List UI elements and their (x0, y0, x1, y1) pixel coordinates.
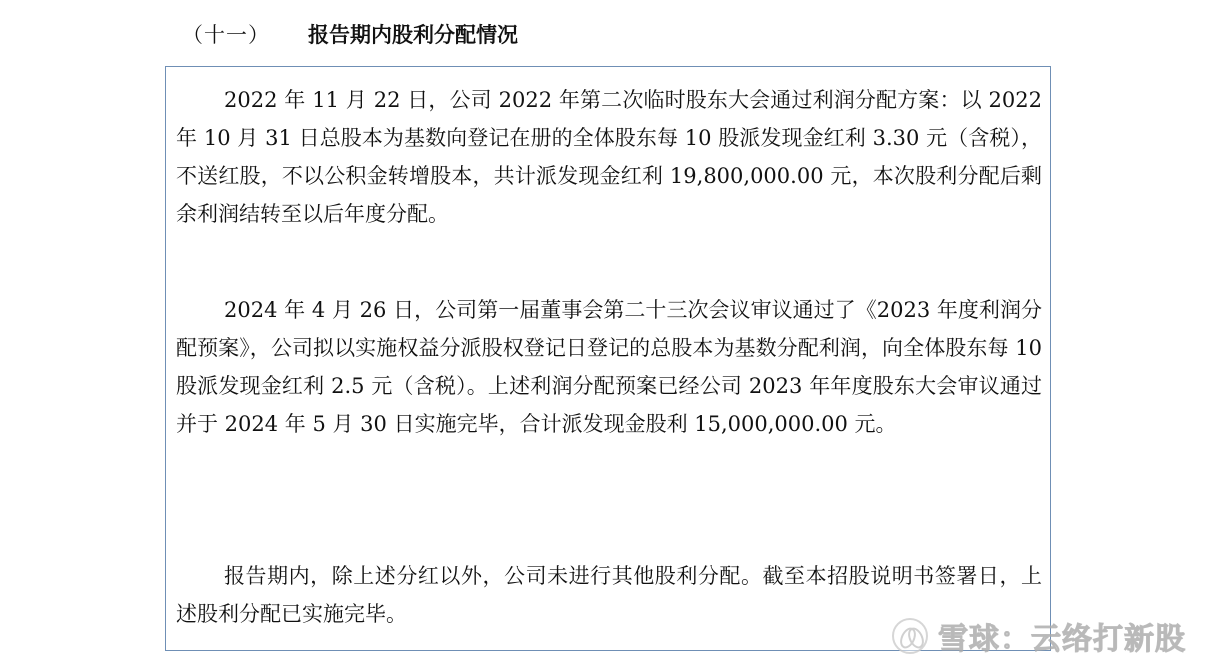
section-title: 报告期内股利分配情况 (308, 23, 518, 47)
section-number: （十一） (182, 23, 270, 47)
watermark (892, 614, 1186, 658)
watermark-text: 雪球：云络打新股 (938, 622, 1186, 657)
content-box (165, 66, 1051, 651)
paragraph-summary: 报告期内，除上述分红以外，公司未进行其他股利分配。截至本招股说明书签署日，上述股利分配已实施完毕。 (176, 564, 1042, 626)
paragraph-2023-dividend: 2024 年 4 月 26 日，公司第一届董事会第二十三次会议审议通过了《2023 年度利润分配预案》，公司拟以实施权益分派股权登记日登记的总股本为基数分配利润，向全体股东每 10 股派发现金红利 2.5 元（含税）。上述利润分配预案已经公司 2023 年年度股东大会审议通过并于 2024 年 5 月 30 日实施完毕，合计派发现金股利 15,000,000.00 元。 (176, 298, 1042, 436)
section-heading (182, 16, 518, 52)
snowball-logo-icon (892, 618, 928, 654)
paragraph-2022-dividend: 2022 年 11 月 22 日，公司 2022 年第二次临时股东大会通过利润分配方案：以 2022 年 10 月 31 日总股本为基数向登记在册的全体股东每 10 股派发现金红利 3.30 元（含税），不送红股，不以公积金转增股本，共计派发现金红利 19,800,000.00 元，本次股利分配后剩余利润结转至以后年度分配。 (176, 88, 1042, 226)
